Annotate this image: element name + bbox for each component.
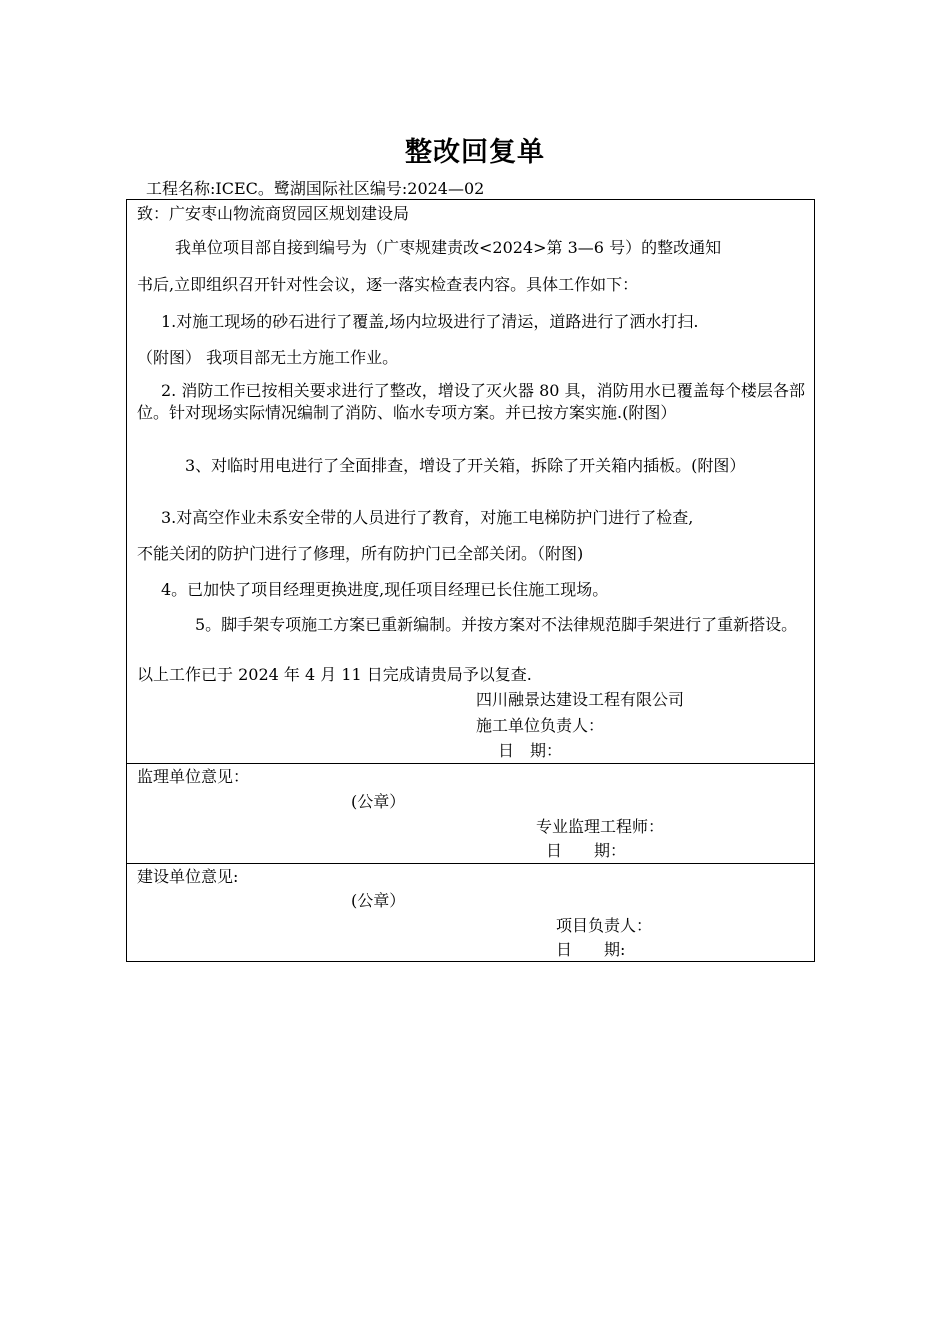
item-6-paragraph: 5。脚手架专项施工方案已重新编制。并按方案对不法律规范脚手架进行了重新搭设。 xyxy=(195,615,798,634)
supervision-seal: (公章） xyxy=(351,792,406,811)
owner-lead-label: 项目负责人： xyxy=(556,916,653,935)
item-1-line-2: （附图） 我项目部无土方施工作业。 xyxy=(137,348,399,367)
rectification-section xyxy=(127,200,814,764)
company-name: 四川融景达建设工程有限公司 xyxy=(476,690,685,709)
intro-line-2: 书后,立即组织召开针对性会议，逐一落实检查表内容。具体工作如下： xyxy=(137,275,639,294)
intro-line-1: 我单位项目部自接到编号为（广枣规建责改<2024>第 3—6 号）的整改通知 xyxy=(175,238,722,257)
date-label: 日 期： xyxy=(498,741,563,760)
owner-heading: 建设单位意见: xyxy=(137,867,239,886)
owner-date-label: 日 期: xyxy=(556,940,626,959)
item-5-line: 4。已加快了项目经理更换进度,现任项目经理已长住施工现场。 xyxy=(161,580,609,599)
completion-statement: 以上工作已于 2024 年 4 月 11 日完成请贵局予以复查. xyxy=(137,665,532,684)
item-4-line-2: 不能关闭的防护门进行了修理，所有防护门已全部关闭。（附图) xyxy=(137,544,584,563)
item-2-paragraph: 2. 消防工作已按相关要求进行了整改，增设了灭火器 80 具，消防用水已覆盖每个楼层各部位。针对现场实际情况编制了消防、临水专项方案。并已按方案实施.(附图） xyxy=(137,381,805,422)
supervision-date-label: 日 期： xyxy=(546,841,627,860)
supervision-section xyxy=(127,763,814,864)
reply-form-table xyxy=(126,199,815,962)
item-4-line-1: 3.对高空作业未系安全带的人员进行了教育，对施工电梯防护门进行了检查, xyxy=(161,508,694,527)
contractor-lead-label: 施工单位负责人： xyxy=(476,716,605,735)
supervision-heading: 监理单位意见： xyxy=(137,767,250,786)
document-title: 整改回复单 xyxy=(405,137,545,168)
item-3-paragraph: 3、对临时用电进行了全面排查，增设了开关箱，拆除了开关箱内插板。(附图） xyxy=(185,456,746,475)
owner-section xyxy=(127,863,814,961)
addressee: 致：广安枣山物流商贸园区规划建设局 xyxy=(137,204,410,223)
supervision-engineer-label: 专业监理工程师： xyxy=(536,817,665,836)
owner-seal: (公章） xyxy=(351,891,406,910)
item-1-line-1: 1.对施工现场的砂石进行了覆盖,场内垃圾进行了清运，道路进行了洒水打扫. xyxy=(161,312,699,331)
project-info-line: 工程名称:ICEC。鹭湖国际社区编号:2024—02 xyxy=(146,179,485,198)
